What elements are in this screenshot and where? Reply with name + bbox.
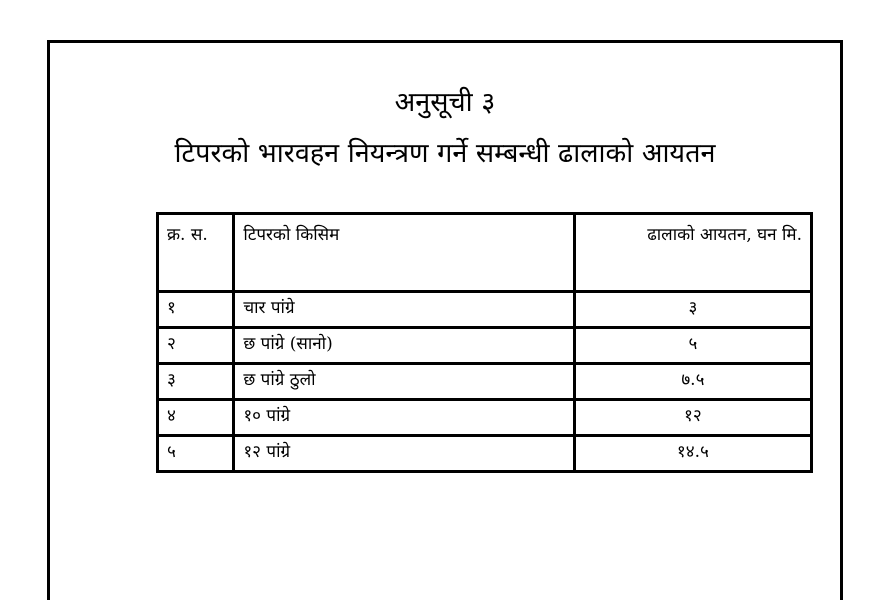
header-serial: क्र. स. (158, 214, 234, 292)
cell-serial: ५ (158, 436, 234, 472)
table-row (158, 328, 812, 364)
table-row (158, 436, 812, 472)
cell-volume: ३ (574, 292, 811, 328)
cell-tipper-type: छ पांग्रे ठुलो (234, 364, 574, 400)
document-subtitle: टिपरको भारवहन नियन्त्रण गर्ने सम्बन्धी ढालाको आयतन (174, 138, 716, 169)
tipper-volume-table (156, 212, 813, 473)
header-tipper-type: टिपरको किसिम (234, 214, 574, 292)
cell-volume: ५ (574, 328, 811, 364)
cell-volume: ७.५ (574, 364, 811, 400)
schedule-title: अनुसूची ३ (394, 87, 496, 118)
cell-volume: १२ (574, 400, 811, 436)
cell-tipper-type: १० पांग्रे (234, 400, 574, 436)
cell-volume: १४.५ (574, 436, 811, 472)
table-row (158, 400, 812, 436)
cell-tipper-type: छ पांग्रे (सानो) (234, 328, 574, 364)
cell-tipper-type: चार पांग्रे (234, 292, 574, 328)
table-row (158, 364, 812, 400)
cell-serial: २ (158, 328, 234, 364)
cell-serial: ३ (158, 364, 234, 400)
table-header-row (158, 214, 812, 292)
cell-tipper-type: १२ पांग्रे (234, 436, 574, 472)
header-volume: ढालाको आयतन, घन मि. (574, 214, 811, 292)
table-row (158, 292, 812, 328)
cell-serial: ४ (158, 400, 234, 436)
cell-serial: १ (158, 292, 234, 328)
